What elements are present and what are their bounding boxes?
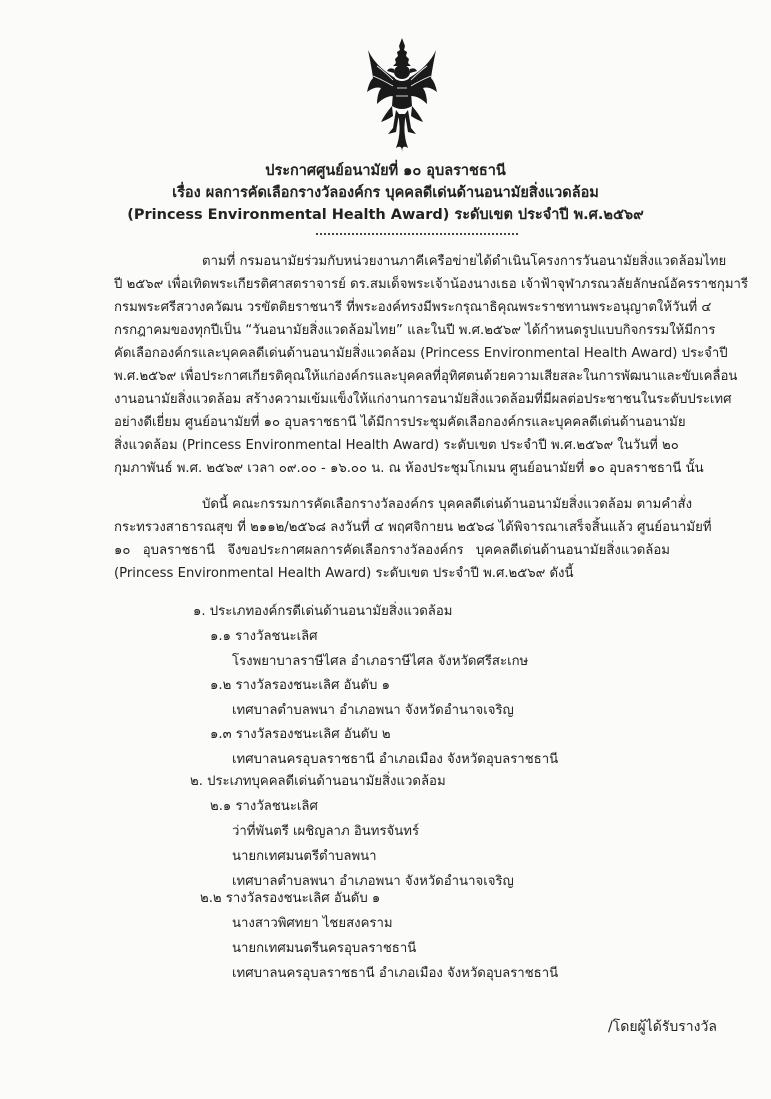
announcement-award-name: (Princess Environmental Health Award) ระดับเขต ประจำปี พ.ศ.๒๕๖๙ <box>127 207 644 223</box>
paragraph-line: ปี ๒๕๖๙ เพื่อเทิดพระเกียรติศาสตราจารย์ ดร.สมเด็จพระเจ้าน้องนางเธอ เจ้าฟ้าจุฬาภรณวลัยลักษณ์อัครราชกุมารี <box>114 277 749 292</box>
person-category-heading: ๒. ประเภทบุคคลดีเด่นด้านอนามัยสิ่งแวดล้อม <box>190 774 446 789</box>
announcement-title: ประกาศศูนย์อนามัยที่ ๑๐ อุบลราชธานี <box>265 163 506 179</box>
paragraph-line: (Princess Environmental Health Award) ระดับเขต ประจำปี พ.ศ.๒๕๖๙ ดังนี้ <box>114 566 574 581</box>
paragraph-line: ๑๐ อุบลราชธานี จึงขอประกาศผลการคัดเลือกรางวัลองค์กร บุคคลดีเด่นด้านอนามัยสิ่งแวดล้อม <box>114 543 670 558</box>
org-award-label: ๑.๒ รางวัลรองชนะเลิศ อันดับ ๑ <box>210 678 390 693</box>
org-award-recipient: เทศบาลนครอุบลราชธานี อำเภอเมือง จังหวัดอุบลราชธานี <box>232 752 559 767</box>
paragraph-line: กุมภาพันธ์ พ.ศ. ๒๕๖๙ เวลา ๐๙.๐๐ - ๑๖.๐๐ น. ณ ห้องประชุมโกเมน ศูนย์อนามัยที่ ๑๐ อุบลราชธานี นั้น <box>114 461 704 476</box>
paragraph-line: พ.ศ.๒๕๖๙ เพื่อประกาศเกียรติคุณให้แก่องค์กรและบุคคลที่อุทิศตนด้วยความเสียสละในการพัฒนาและขับเคลื่อน <box>114 369 738 384</box>
org-award-label: ๑.๑ รางวัลชนะเลิศ <box>210 629 318 644</box>
garuda-emblem-icon <box>365 36 439 152</box>
person-award-label: ๒.๑ รางวัลชนะเลิศ <box>210 799 318 814</box>
person-award-label: ๒.๒ รางวัลรองชนะเลิศ อันดับ ๑ <box>200 891 381 906</box>
paragraph-line: สิ่งแวดล้อม (Princess Environmental Health Award) ระดับเขต ประจำปี พ.ศ.๒๕๖๙ ในวันที่ ๒๐ <box>114 438 679 453</box>
announcement-subject: เรื่อง ผลการคัดเลือกรางวัลองค์กร บุคคลดีเด่นด้านอนามัยสิ่งแวดล้อม <box>172 185 599 201</box>
org-award-recipient: เทศบาลตำบลพนา อำเภอพนา จังหวัดอำนาจเจริญ <box>232 703 514 718</box>
paragraph-line: กรกฎาคมของทุกปีเป็น “วันอนามัยสิ่งแวดล้อมไทย” และในปี พ.ศ.๒๕๖๙ ได้กำหนดรูปแบบกิจกรรมให้มีการ <box>114 323 716 338</box>
person-award-position: นายกเทศมนตรีนครอุบลราชธานี <box>232 941 417 956</box>
title-dotted-divider <box>316 233 518 235</box>
paragraph-line: กรมพระศรีสวางควัฒน วรขัตติยราชนารี ที่พระองค์ทรงมีพระกรุณาธิคุณพระราชทานพระอนุญาตให้วันที่ ๔ <box>114 300 712 315</box>
paragraph-line: ตามที่ กรมอนามัยร่วมกับหน่วยงานภาคีเครือข่ายได้ดำเนินโครงการวันอนามัยสิ่งแวดล้อมไทย <box>202 254 727 269</box>
paragraph-line: บัดนี้ คณะกรรมการคัดเลือกรางวัลองค์กร บุคคลดีเด่นด้านอนามัยสิ่งแวดล้อม ตามคำสั่ง <box>202 497 693 512</box>
paragraph-line: งานอนามัยสิ่งแวดล้อม สร้างความเข้มแข็งให้แก่งานการอนามัยสิ่งแวดล้อมที่มีผลต่อประชาชนในระดับประเทศ <box>114 392 732 407</box>
paragraph-line: อย่างดีเยี่ยม ศูนย์อนามัยที่ ๑๐ อุบลราชธานี ได้มีการประชุมคัดเลือกองค์กรและบุคคลดีเด่นด้านอนามัย <box>114 415 686 430</box>
person-award-recipient: นางสาวพิศทยา ไชยสงคราม <box>232 916 393 931</box>
paragraph-line: คัดเลือกองค์กรและบุคคลดีเด่นด้านอนามัยสิ่งแวดล้อม (Princess Environmental Health Award) ประจำปี <box>114 346 728 361</box>
person-award-organisation: เทศบาลนครอุบลราชธานี อำเภอเมือง จังหวัดอุบลราชธานี <box>232 966 559 981</box>
org-award-label: ๑.๓ รางวัลรองชนะเลิศ อันดับ ๒ <box>210 727 391 742</box>
person-award-position: นายกเทศมนตรีตำบลพนา <box>232 849 377 864</box>
person-award-organisation: เทศบาลตำบลพนา อำเภอพนา จังหวัดอำนาจเจริญ <box>232 874 514 889</box>
continuation-note: /โดยผู้ได้รับรางวัล <box>608 1019 717 1035</box>
org-category-heading: ๑. ประเภทองค์กรดีเด่นด้านอนามัยสิ่งแวดล้อม <box>193 604 453 619</box>
person-award-recipient: ว่าที่พันตรี เผชิญลาภ อินทรจันทร์ <box>232 824 420 839</box>
org-award-recipient: โรงพยาบาลราษีไศล อำเภอราษีไศล จังหวัดศรีสะเกษ <box>232 654 529 669</box>
paragraph-line: กระทรวงสาธารณสุข ที่ ๒๑๑๒/๒๕๖๘ ลงวันที่ ๔ พฤศจิกายน ๒๕๖๘ ได้พิจารณาเสร็จสิ้นแล้ว ศูนย์อนามัยที่ <box>114 520 712 535</box>
